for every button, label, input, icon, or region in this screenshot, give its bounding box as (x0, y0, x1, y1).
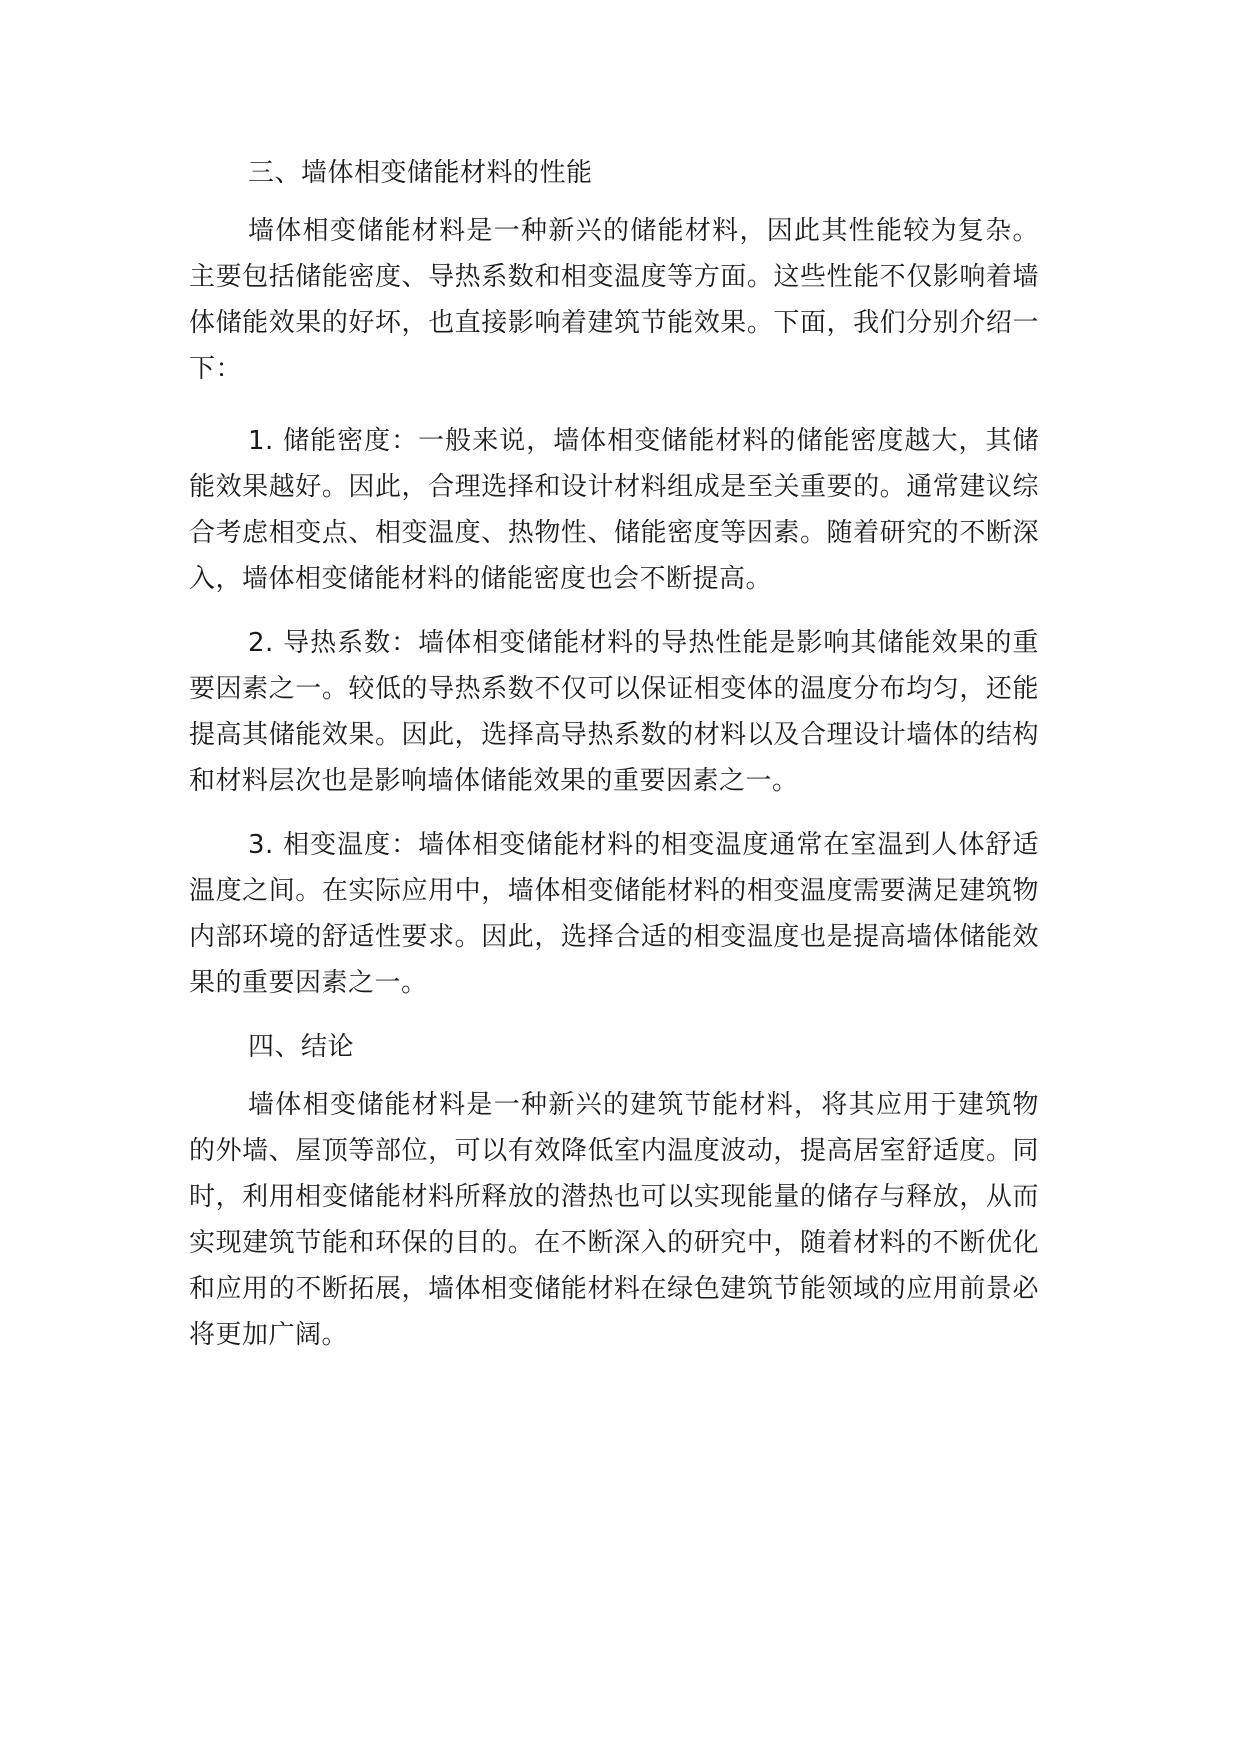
list-item-phase-change-temperature: 3. 相变温度：墙体相变储能材料的相变温度通常在室温到人体舒适温度之间。在实际应用中，墙体相变储能材料的相变温度需要满足建筑物内部环境的舒适性要求。因此，选择合适的相变温度也是提高墙体储能效果的重要因素之一。 (189, 830, 1039, 998)
section-3-heading: 三、墙体相变储能材料的性能 (248, 158, 593, 188)
section-3-intro-paragraph: 墙体相变储能材料是一种新兴的储能材料，因此其性能较为复杂。主要包括储能密度、导热系数和相变温度等方面。这些性能不仅影响着墙体储能效果的好坏，也直接影响着建筑节能效果。下面，我们分别介绍一下： (189, 216, 1039, 384)
list-item-thermal-conductivity: 2. 导热系数：墙体相变储能材料的导热性能是影响其储能效果的重要因素之一。较低的导热系数不仅可以保证相变体的温度分布均匀，还能提高其储能效果。因此，选择高导热系数的材料以及合理设计墙体的结构和材料层次也是影响墙体储能效果的重要因素之一。 (189, 628, 1039, 796)
section-4-heading: 四、结论 (248, 1032, 355, 1062)
conclusion-paragraph: 墙体相变储能材料是一种新兴的建筑节能材料，将其应用于建筑物的外墙、屋顶等部位，可以有效降低室内温度波动，提高居室舒适度。同时，利用相变储能材料所释放的潜热也可以实现能量的储存与释放，从而实现建筑节能和环保的目的。在不断深入的研究中，随着材料的不断优化和应用的不断拓展，墙体相变储能材料在绿色建筑节能领域的应用前景必将更加广阔。 (189, 1090, 1039, 1350)
list-item-storage-density: 1. 储能密度：一般来说，墙体相变储能材料的储能密度越大，其储能效果越好。因此，合理选择和设计材料组成是至关重要的。通常建议综合考虑相变点、相变温度、热物性、储能密度等因素。随着研究的不断深入，墙体相变储能材料的储能密度也会不断提高。 (189, 426, 1039, 594)
document-page (189, 150, 1039, 1376)
